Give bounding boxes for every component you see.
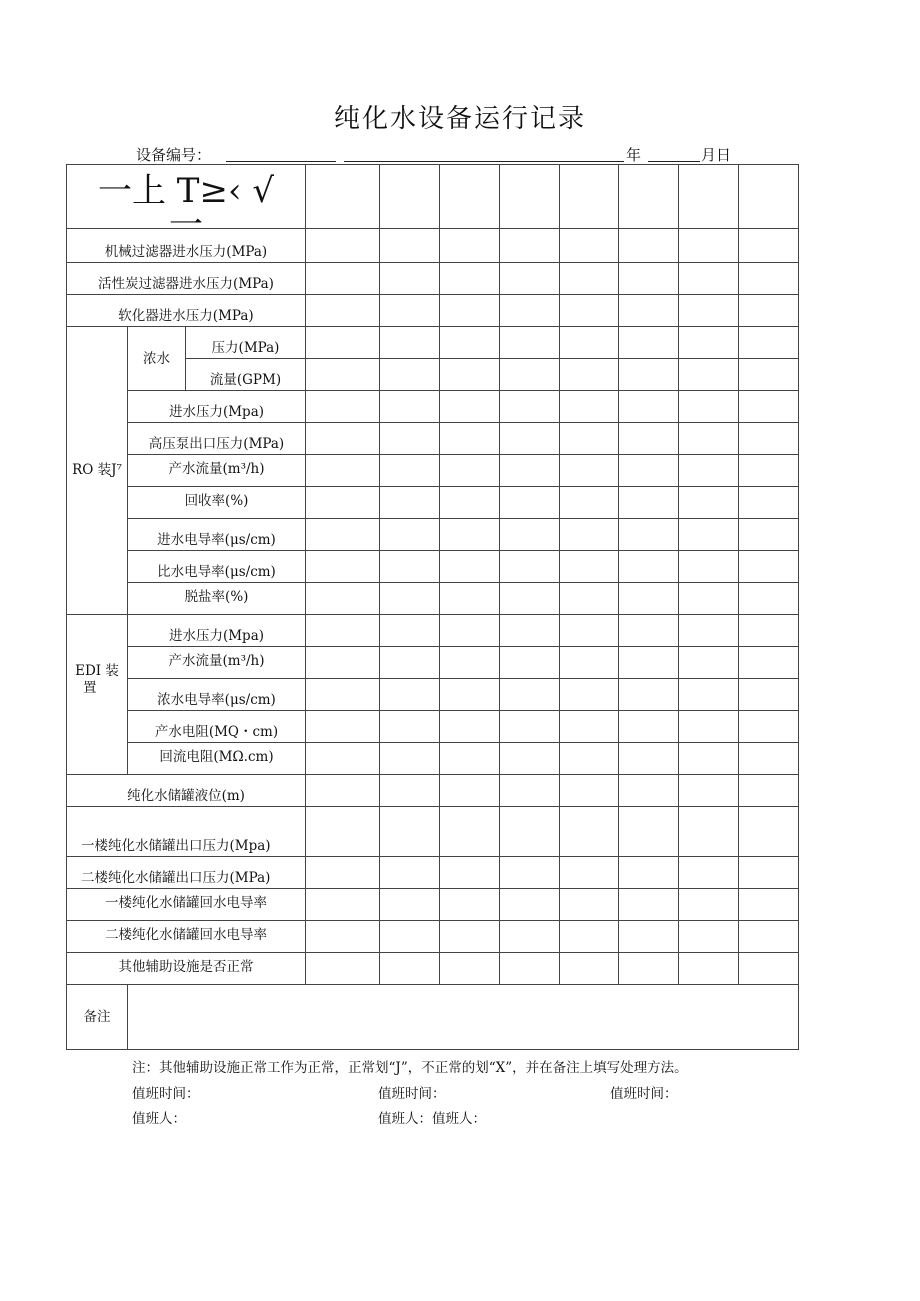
- entry-cell[interactable]: [306, 857, 380, 889]
- entry-cell[interactable]: [380, 391, 440, 423]
- table-row: [67, 711, 799, 743]
- entry-cell[interactable]: [500, 953, 560, 985]
- entry-cell[interactable]: [679, 743, 739, 775]
- entry-cell[interactable]: [440, 229, 500, 263]
- entry-cell[interactable]: [380, 551, 440, 583]
- row-label: 一楼纯化水储罐回水电导率: [67, 889, 306, 921]
- entry-cell[interactable]: [306, 359, 380, 391]
- entry-cell[interactable]: [739, 263, 799, 295]
- entry-cell[interactable]: [619, 775, 679, 807]
- duty-time-label-1: 值班时间：: [132, 1086, 200, 1102]
- entry-cell[interactable]: [619, 327, 679, 359]
- row-label: 回流电阻(MΩ.cm): [128, 743, 306, 775]
- entry-cell[interactable]: [739, 807, 799, 857]
- entry-cell[interactable]: [306, 889, 380, 921]
- entry-cell[interactable]: [440, 423, 500, 455]
- entry-cell[interactable]: [440, 263, 500, 295]
- entry-cell[interactable]: [440, 711, 500, 743]
- table-row: [67, 953, 799, 985]
- entry-cell[interactable]: [306, 327, 380, 359]
- entry-cell[interactable]: [306, 165, 380, 229]
- entry-cell[interactable]: [306, 775, 380, 807]
- footer-note: 注：其他辅助设施正常工作为正常，正常划“J”，不正常的划“X”，并在备注上填写处理方法。: [132, 1060, 688, 1076]
- entry-cell[interactable]: [500, 327, 560, 359]
- entry-cell[interactable]: [679, 263, 739, 295]
- corner-cell: [67, 165, 306, 245]
- entry-cell[interactable]: [739, 359, 799, 391]
- entry-cell[interactable]: [619, 711, 679, 743]
- entry-cell[interactable]: [560, 295, 619, 327]
- entry-cell[interactable]: [679, 165, 739, 229]
- duty-time-label-3: 值班时间：: [610, 1086, 678, 1102]
- entry-cell[interactable]: [560, 953, 619, 985]
- entry-cell[interactable]: [739, 647, 799, 679]
- entry-cell[interactable]: [679, 423, 739, 455]
- entry-cell[interactable]: [380, 921, 440, 953]
- table-row: [67, 807, 799, 857]
- conc-group-label: 浓水: [128, 327, 186, 391]
- row-label: 浓水电导率(μs/cm): [128, 679, 306, 711]
- table-row: [67, 583, 799, 615]
- remarks-row: [67, 985, 799, 1050]
- entry-cell[interactable]: [739, 889, 799, 921]
- entry-cell[interactable]: [500, 857, 560, 889]
- entry-cell[interactable]: [380, 953, 440, 985]
- entry-cell[interactable]: [440, 921, 500, 953]
- entry-cell[interactable]: [679, 391, 739, 423]
- entry-cell[interactable]: [440, 775, 500, 807]
- entry-cell[interactable]: [380, 775, 440, 807]
- entry-cell[interactable]: [619, 953, 679, 985]
- entry-cell[interactable]: [380, 263, 440, 295]
- entry-cell[interactable]: [306, 391, 380, 423]
- entry-cell[interactable]: [560, 807, 619, 857]
- entry-cell[interactable]: [306, 455, 380, 487]
- row-label: 脱盐率(%): [128, 583, 306, 615]
- entry-cell[interactable]: [500, 711, 560, 743]
- row-label: 进水电导率(μs/cm): [128, 519, 306, 551]
- entry-cell[interactable]: [560, 857, 619, 889]
- table-row: [67, 857, 799, 889]
- entry-cell[interactable]: [500, 647, 560, 679]
- duty-time-label-2: 值班时间：: [378, 1086, 446, 1102]
- entry-cell[interactable]: [739, 921, 799, 953]
- row-label: 进水压力(Mpa): [128, 615, 306, 647]
- entry-cell[interactable]: [619, 921, 679, 953]
- entry-cell[interactable]: [560, 583, 619, 615]
- row-label: 产水流量(m³/h): [128, 647, 306, 679]
- entry-cell[interactable]: [619, 455, 679, 487]
- edi-group-label: [67, 615, 128, 775]
- row-label: 二楼纯化水储罐出口压力(MPa): [67, 857, 306, 889]
- entry-cell[interactable]: [440, 519, 500, 551]
- entry-cell[interactable]: [440, 487, 500, 519]
- entry-cell[interactable]: [619, 615, 679, 647]
- entry-cell[interactable]: [380, 711, 440, 743]
- row-label: 压力(MPa): [186, 327, 306, 359]
- entry-cell[interactable]: [679, 487, 739, 519]
- entry-cell[interactable]: [440, 615, 500, 647]
- entry-cell[interactable]: [560, 743, 619, 775]
- edi-group-label-line1: EDI 装: [75, 663, 119, 680]
- entry-cell[interactable]: [380, 423, 440, 455]
- row-label: 进水压力(Mpa): [128, 391, 306, 423]
- entry-cell[interactable]: [380, 615, 440, 647]
- table-row: [67, 921, 799, 953]
- table-row: [67, 889, 799, 921]
- year-label: 年: [626, 146, 642, 164]
- table-row: [67, 519, 799, 551]
- entry-cell[interactable]: [560, 679, 619, 711]
- row-label: 产水流量(m³/h): [128, 455, 306, 487]
- entry-cell[interactable]: [679, 953, 739, 985]
- entry-cell[interactable]: [739, 519, 799, 551]
- entry-cell[interactable]: [560, 775, 619, 807]
- entry-cell[interactable]: [440, 807, 500, 857]
- entry-cell[interactable]: [560, 551, 619, 583]
- corner-glyph-top: 一上 T≥‹ √: [97, 170, 275, 211]
- entry-cell[interactable]: [560, 165, 619, 229]
- entry-cell[interactable]: [500, 455, 560, 487]
- page-title: 纯化水设备运行记录: [333, 104, 586, 134]
- entry-cell[interactable]: [500, 519, 560, 551]
- entry-cell[interactable]: [306, 807, 380, 857]
- entry-cell[interactable]: [739, 487, 799, 519]
- entry-cell[interactable]: [440, 551, 500, 583]
- entry-cell[interactable]: [739, 583, 799, 615]
- entry-cell[interactable]: [306, 615, 380, 647]
- duty-person-label-1: 值班人：: [132, 1111, 186, 1127]
- entry-cell[interactable]: [500, 551, 560, 583]
- entry-cell[interactable]: [739, 455, 799, 487]
- entry-cell[interactable]: [679, 857, 739, 889]
- entry-cell[interactable]: [560, 921, 619, 953]
- table-row: [67, 391, 799, 423]
- entry-cell[interactable]: [306, 583, 380, 615]
- entry-cell[interactable]: [679, 775, 739, 807]
- entry-cell[interactable]: [500, 775, 560, 807]
- row-label: 软化器进水压力(MPa): [67, 295, 306, 327]
- entry-cell[interactable]: [679, 327, 739, 359]
- entry-cell[interactable]: [500, 423, 560, 455]
- entry-cell[interactable]: [679, 519, 739, 551]
- entry-cell[interactable]: [380, 165, 440, 229]
- entry-cell[interactable]: [306, 647, 380, 679]
- entry-cell[interactable]: [440, 391, 500, 423]
- entry-cell[interactable]: [619, 679, 679, 711]
- entry-cell[interactable]: [619, 391, 679, 423]
- entry-cell[interactable]: [380, 229, 440, 263]
- entry-cell[interactable]: [619, 487, 679, 519]
- entry-cell[interactable]: [306, 519, 380, 551]
- entry-cell[interactable]: [619, 551, 679, 583]
- entry-cell[interactable]: [440, 679, 500, 711]
- row-label: 机械过滤器进水压力(MPa): [67, 229, 306, 263]
- entry-cell[interactable]: [500, 583, 560, 615]
- row-label: 产水电阻(MQ・cm): [128, 711, 306, 743]
- entry-cell[interactable]: [380, 857, 440, 889]
- entry-cell[interactable]: [679, 295, 739, 327]
- entry-cell[interactable]: [440, 295, 500, 327]
- entry-cell[interactable]: [500, 921, 560, 953]
- table-row: [67, 327, 799, 359]
- entry-cell[interactable]: [500, 679, 560, 711]
- entry-cell[interactable]: [440, 857, 500, 889]
- entry-cell[interactable]: [739, 327, 799, 359]
- row-label: 其他辅助设施是否正常: [67, 953, 306, 985]
- entry-cell[interactable]: [619, 647, 679, 679]
- equipment-number-field[interactable]: [226, 161, 336, 162]
- entry-cell[interactable]: [739, 711, 799, 743]
- entry-cell[interactable]: [679, 679, 739, 711]
- entry-cell[interactable]: [679, 359, 739, 391]
- entry-cell[interactable]: [679, 807, 739, 857]
- entry-cell[interactable]: [619, 359, 679, 391]
- month-field[interactable]: [648, 161, 700, 162]
- duty-person-label-2: 值班人：值班人：: [378, 1111, 486, 1127]
- entry-cell[interactable]: [679, 921, 739, 953]
- entry-cell[interactable]: [739, 857, 799, 889]
- entry-cell[interactable]: [306, 711, 380, 743]
- entry-cell[interactable]: [306, 295, 380, 327]
- table-row: [67, 455, 799, 487]
- entry-cell[interactable]: [440, 165, 500, 229]
- date-blank-field[interactable]: [344, 161, 624, 162]
- entry-cell[interactable]: [739, 679, 799, 711]
- entry-cell[interactable]: [380, 679, 440, 711]
- entry-cell[interactable]: [619, 583, 679, 615]
- entry-cell[interactable]: [739, 229, 799, 263]
- entry-cell[interactable]: [380, 295, 440, 327]
- entry-cell[interactable]: [500, 743, 560, 775]
- entry-cell[interactable]: [500, 229, 560, 263]
- entry-cell[interactable]: [306, 953, 380, 985]
- remarks-label: 备注: [67, 985, 128, 1050]
- entry-cell[interactable]: [500, 889, 560, 921]
- entry-cell[interactable]: [380, 359, 440, 391]
- entry-cell[interactable]: [306, 679, 380, 711]
- table-row: [67, 743, 799, 775]
- entry-cell[interactable]: [739, 775, 799, 807]
- entry-cell[interactable]: [739, 743, 799, 775]
- entry-cell[interactable]: [679, 455, 739, 487]
- entry-cell[interactable]: [619, 165, 679, 229]
- entry-cell[interactable]: [739, 953, 799, 985]
- table-header-row: [67, 165, 799, 229]
- table-row: [67, 615, 799, 647]
- entry-cell[interactable]: [619, 857, 679, 889]
- entry-cell[interactable]: [560, 711, 619, 743]
- entry-cell[interactable]: [306, 487, 380, 519]
- row-label: 高压泵出口压力(MPa): [128, 423, 306, 455]
- entry-cell[interactable]: [500, 359, 560, 391]
- row-label: 二楼纯化水储罐回水电导率: [67, 921, 306, 953]
- entry-cell[interactable]: [560, 423, 619, 455]
- entry-cell[interactable]: [440, 647, 500, 679]
- entry-cell[interactable]: [560, 487, 619, 519]
- edi-group-label-line2: 置: [83, 679, 97, 696]
- entry-cell[interactable]: [619, 229, 679, 263]
- entry-cell[interactable]: [560, 229, 619, 263]
- table-row: [67, 263, 799, 295]
- entry-cell[interactable]: [380, 889, 440, 921]
- equipment-number-label: 设备编号：: [136, 146, 212, 164]
- entry-cell[interactable]: [619, 743, 679, 775]
- entry-cell[interactable]: [679, 889, 739, 921]
- entry-cell[interactable]: [380, 583, 440, 615]
- table-row: [67, 679, 799, 711]
- month-day-label: 月日: [701, 146, 732, 164]
- table-row: [67, 647, 799, 679]
- entry-cell[interactable]: [619, 423, 679, 455]
- entry-cell[interactable]: [619, 889, 679, 921]
- entry-cell[interactable]: [500, 263, 560, 295]
- entry-cell[interactable]: [500, 295, 560, 327]
- entry-cell[interactable]: [306, 743, 380, 775]
- row-label: 活性炭过滤器进水压力(MPa): [67, 263, 306, 295]
- row-label: 回收率(%): [128, 487, 306, 519]
- entry-cell[interactable]: [306, 921, 380, 953]
- entry-cell[interactable]: [560, 359, 619, 391]
- entry-cell[interactable]: [619, 519, 679, 551]
- entry-cell[interactable]: [619, 807, 679, 857]
- entry-cell[interactable]: [679, 647, 739, 679]
- entry-cell[interactable]: [440, 953, 500, 985]
- entry-cell[interactable]: [440, 583, 500, 615]
- entry-cell[interactable]: [500, 391, 560, 423]
- entry-cell[interactable]: [440, 743, 500, 775]
- entry-cell[interactable]: [500, 615, 560, 647]
- entry-cell[interactable]: [619, 263, 679, 295]
- entry-cell[interactable]: [560, 647, 619, 679]
- entry-cell[interactable]: [560, 391, 619, 423]
- entry-cell[interactable]: [380, 487, 440, 519]
- entry-cell[interactable]: [380, 519, 440, 551]
- row-label: 一楼纯化水储罐出口压力(Mpa): [67, 807, 306, 857]
- entry-cell[interactable]: [306, 263, 380, 295]
- entry-cell[interactable]: [679, 711, 739, 743]
- entry-cell[interactable]: [679, 229, 739, 263]
- entry-cell[interactable]: [739, 551, 799, 583]
- operation-record-table: [66, 164, 799, 1050]
- ro-group-label: RO 装J⁷: [67, 327, 128, 615]
- entry-cell[interactable]: [560, 519, 619, 551]
- entry-cell[interactable]: [440, 327, 500, 359]
- entry-cell[interactable]: [739, 391, 799, 423]
- entry-cell[interactable]: [440, 889, 500, 921]
- entry-cell[interactable]: [619, 295, 679, 327]
- table-row: [67, 775, 799, 807]
- entry-cell[interactable]: [739, 423, 799, 455]
- entry-cell[interactable]: [500, 165, 560, 229]
- entry-cell[interactable]: [679, 615, 739, 647]
- row-label: 纯化水储罐液位(m): [67, 775, 306, 807]
- entry-cell[interactable]: [306, 229, 380, 263]
- entry-cell[interactable]: [380, 327, 440, 359]
- entry-cell[interactable]: [739, 165, 799, 229]
- entry-cell[interactable]: [380, 455, 440, 487]
- entry-cell[interactable]: [739, 615, 799, 647]
- table-row: [67, 551, 799, 583]
- entry-cell[interactable]: [560, 889, 619, 921]
- entry-cell[interactable]: [440, 359, 500, 391]
- entry-cell[interactable]: [560, 263, 619, 295]
- remarks-field[interactable]: [128, 985, 799, 1050]
- table-row: [67, 423, 799, 455]
- table-row: [67, 295, 799, 327]
- entry-cell[interactable]: [380, 647, 440, 679]
- entry-cell[interactable]: [679, 551, 739, 583]
- row-label: 流量(GPM): [186, 359, 306, 391]
- entry-cell[interactable]: [306, 551, 380, 583]
- entry-cell[interactable]: [500, 487, 560, 519]
- row-label: 比水电导率(μs/cm): [128, 551, 306, 583]
- entry-cell[interactable]: [679, 583, 739, 615]
- table-row: [67, 487, 799, 519]
- entry-cell[interactable]: [739, 295, 799, 327]
- entry-cell[interactable]: [440, 455, 500, 487]
- entry-cell[interactable]: [306, 423, 380, 455]
- entry-cell[interactable]: [380, 807, 440, 857]
- entry-cell[interactable]: [560, 327, 619, 359]
- corner-glyph-bottom: 一: [169, 204, 203, 245]
- entry-cell[interactable]: [560, 455, 619, 487]
- entry-cell[interactable]: [380, 743, 440, 775]
- entry-cell[interactable]: [560, 615, 619, 647]
- entry-cell[interactable]: [500, 807, 560, 857]
